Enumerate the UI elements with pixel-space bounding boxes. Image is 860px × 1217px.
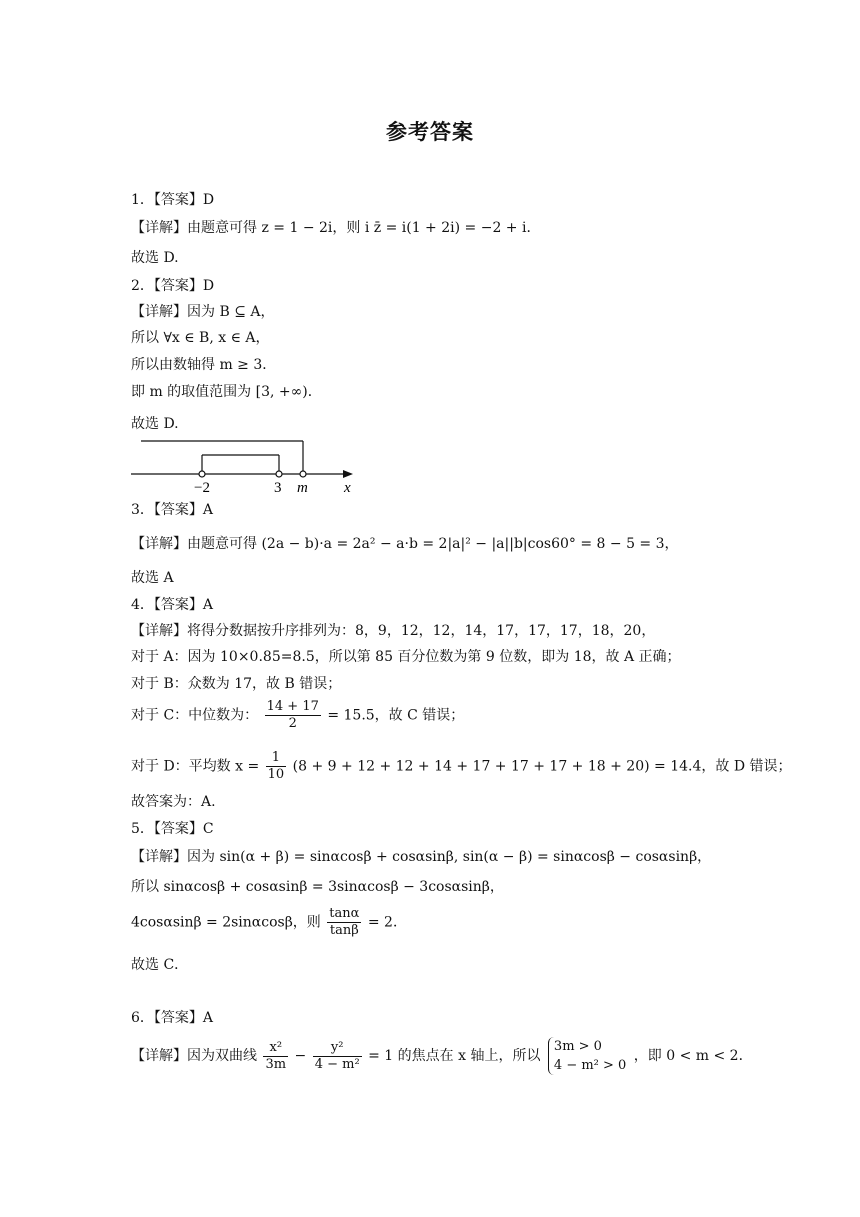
hyper-x-numerator: x² — [263, 1040, 288, 1057]
hyper-mid: = 1 的焦点在 x 轴上，所以 — [368, 1048, 541, 1064]
hyper-x-denominator: 3m — [265, 1056, 287, 1072]
hyper-fraction-x — [263, 1040, 288, 1073]
mean-denominator: 10 — [267, 767, 285, 782]
answer-line-hyperbola — [131, 1037, 753, 1075]
answer-line: 即 m 的取值范围为 [3, +∞)． — [131, 384, 322, 400]
median-denominator: 2 — [288, 716, 297, 731]
hyper-minus: − — [294, 1048, 307, 1064]
c-suffix: = 15.5，故 C 错误； — [327, 707, 465, 724]
label-m: m — [297, 480, 308, 495]
hyper-prefix: 【详解】因为双曲线 — [131, 1048, 257, 1064]
point-m — [300, 471, 306, 477]
point-3 — [276, 471, 282, 477]
d-prefix: 对于 D：平均数 x = — [131, 758, 260, 775]
axis-arrow-icon — [343, 470, 353, 478]
answer-line-tan — [131, 906, 407, 939]
answer-line: 2．【答案】D — [131, 278, 215, 294]
answer-line: 故答案为：A. — [131, 794, 216, 810]
answer-line: 故选 A — [131, 570, 174, 586]
answer-line: 所以 ∀x ∈ B, x ∈ A， — [131, 330, 270, 346]
tan-fraction — [327, 906, 361, 939]
number-line-figure — [131, 437, 361, 495]
answer-line: 对于 B：众数为 17，故 B 错误； — [131, 676, 342, 692]
hyper-y-denominator: 4 − m² — [314, 1056, 360, 1072]
answer-line: 故选 D. — [131, 416, 179, 432]
label-neg2: −2 — [194, 480, 210, 495]
d-suffix: (8 + 9 + 12 + 12 + 14 + 17 + 17 + 17 + 18 + 20) = 14.4，故 D 错误； — [292, 758, 792, 775]
answer-line: 【详解】因为 B ⊆ A， — [131, 304, 275, 320]
inequality-1: 3m > 0 — [553, 1039, 602, 1054]
answer-line: 【详解】由题意可得 (2a − b)·a = 2a² − a·b = 2|a|² − |a||b|cos60° = 8 − 5 = 3， — [131, 536, 679, 552]
answer-line: 1．【答案】D — [131, 192, 215, 208]
point-neg2 — [199, 471, 205, 477]
answer-line-d — [131, 750, 792, 783]
answer-line-c — [131, 699, 464, 732]
inequality-system — [548, 1037, 626, 1075]
label-3: 3 — [274, 480, 282, 495]
answer-line: 【详解】由题意可得 z = 1 − 2i，则 i z̄ = i(1 + 2i) = −2 + i． — [131, 220, 541, 236]
inequality-2: 4 − m² > 0 — [553, 1058, 627, 1073]
answer-line: 【详解】将得分数据按升序排列为：8，9，12，12，14，17，17，17，18，20， — [131, 623, 656, 639]
tan-prefix: 4cosαsinβ = 2sinαcosβ，则 — [131, 914, 321, 931]
median-numerator: 14 + 17 — [266, 699, 319, 714]
mean-fraction — [266, 750, 287, 783]
hyper-suffix: ，即 0 < m < 2． — [633, 1048, 753, 1064]
tan-numerator: tanα — [329, 906, 360, 921]
tan-denominator: tanβ — [329, 923, 359, 938]
tan-suffix: = 2． — [367, 914, 407, 931]
answer-line: 【详解】因为 sin(α + β) = sinαcosβ + cosαsinβ, sin(α − β) = sinαcosβ − cosαsinβ， — [131, 849, 712, 865]
page-title: 参考答案 — [386, 120, 474, 144]
mean-numerator: 1 — [266, 750, 287, 767]
answer-line: 4．【答案】A — [131, 597, 214, 613]
answer-line: 3．【答案】A — [131, 502, 214, 518]
median-fraction — [265, 699, 321, 732]
answer-line: 对于 A：因为 10×0.85=8.5，所以第 85 百分位数为第 9 位数，即为 18，故 A 正确； — [131, 649, 681, 665]
answer-line: 所以 sinαcosβ + cosαsinβ = 3sinαcosβ − 3cosαsinβ， — [131, 879, 504, 895]
answer-line: 5．【答案】C — [131, 821, 214, 837]
c-prefix: 对于 C：中位数为： — [131, 707, 259, 724]
answer-line: 6．【答案】A — [131, 1010, 214, 1026]
hyper-fraction-y — [313, 1040, 362, 1073]
answer-line: 故选 C． — [131, 957, 189, 973]
label-x: x — [344, 480, 351, 495]
hyper-y-numerator: y² — [313, 1040, 362, 1057]
answer-line: 所以由数轴得 m ≥ 3． — [131, 357, 277, 373]
answer-line: 故选 D. — [131, 250, 179, 266]
